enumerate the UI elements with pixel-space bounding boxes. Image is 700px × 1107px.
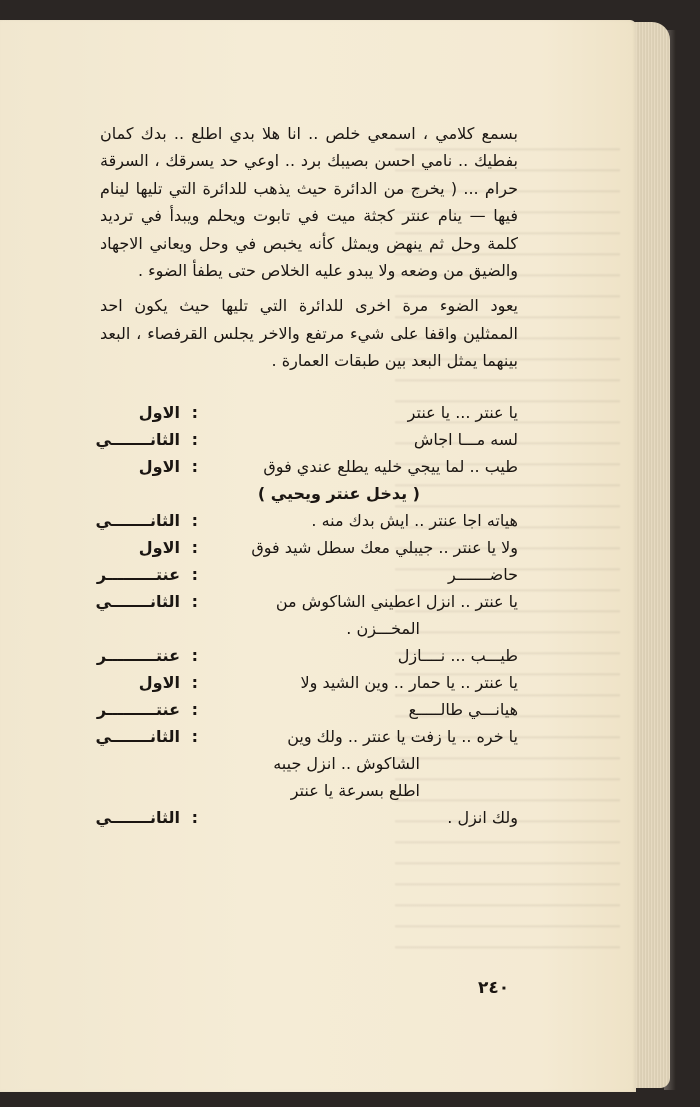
speech-text: يا عنتر ... يا عنتر — [407, 402, 518, 422]
speech-text: يا خره .. يا زفت يا عنتر .. ولك وين — [287, 726, 518, 746]
speaker-name: الثانـــــــي — [95, 591, 180, 611]
speaker-name: الاول — [138, 537, 180, 557]
colon: : — [191, 456, 198, 476]
speech-continuation: الشاكوش .. انزل جيبه — [273, 753, 420, 773]
speech-text: حاضـــــــر — [448, 564, 518, 584]
speaker-name: عنتـــــــــر — [96, 699, 180, 719]
speech-text: ولا يا عنتر .. جيبلي معك سطل شيد فوق — [251, 537, 518, 557]
speech-continuation: اطلع بسرعة يا عنتر — [290, 780, 420, 800]
dialogue-line-3 — [100, 453, 518, 480]
colon: : — [191, 429, 198, 449]
speaker-name: الثانـــــــي — [95, 726, 180, 746]
speech-text: طيـــب ... نــــازل — [397, 645, 518, 665]
colon: : — [191, 807, 198, 827]
speaker-name: الاول — [138, 456, 180, 476]
colon: : — [191, 537, 198, 557]
speech-text: هياته اجا عنتر .. ايش بدك منه . — [311, 510, 518, 530]
dialogue-line-2 — [95, 426, 518, 453]
speech-text: يا عنتر .. يا حمار .. وين الشيد ولا — [300, 672, 518, 692]
speech-text: لسه مـــا اجاش — [413, 429, 518, 449]
paragraph-2: يعود الضوء مرة اخرى للدائرة التي تليها حيث يكون احد الممثلين واقفا على شيء مرتفع والاخر يجلس القرفصاء ، البعد بينهما يمثل البعد بين طبقات العمارة . — [100, 296, 518, 371]
speech-text: ولك انزل . — [447, 807, 518, 827]
dialogue-line-10 — [100, 669, 518, 696]
colon: : — [191, 699, 198, 719]
dialogue-line-9 — [96, 642, 518, 669]
paragraph-1: بسمع كلامي ، اسمعي خلص .. انا هلا بدي اطلع .. بدك كمان بفطيك .. نامي احسن بصيبك برد .. اوعي حد يسرقك ، السرقة حرام ... ( يخرج من الدائرة حيث يذهب للدائرة التي تليها لينام فيها — ينام عنتر كجثة ميت في تابوت ويحلم ويبدأ في ترديد كلمة وحل ثم ينهض ويمثل كأنه يخبص في وحل ويعاني الاجهاد والضيق من وضعه ولا يبدو عليه الخلاص حتى يطفأ الضوء . — [100, 124, 518, 281]
speech-text: هيانـــي طالـــــع — [408, 699, 518, 719]
speaker-name: الاول — [138, 402, 180, 422]
dialogue-line-1 — [100, 399, 518, 426]
colon: : — [191, 645, 198, 665]
speaker-name: الثانـــــــي — [95, 807, 180, 827]
speech-continuation: المخـــزن . — [346, 618, 420, 638]
colon: : — [191, 726, 198, 746]
speaker-name: عنتـــــــــر — [96, 645, 180, 665]
speaker-name: الثانـــــــي — [95, 429, 180, 449]
speech-text: طيب .. لما ييجي خليه يطلع عندي فوق — [263, 456, 518, 476]
colon: : — [191, 402, 198, 422]
dialogue-line-5 — [95, 507, 518, 534]
speaker-name: الثانـــــــي — [95, 510, 180, 530]
speaker-name: عنتـــــــــر — [96, 564, 180, 584]
colon: : — [191, 672, 198, 692]
stage-direction: ( يدخل عنتر ويحيي ) — [257, 483, 420, 503]
page-text — [95, 120, 518, 831]
dialogue — [95, 399, 518, 831]
page-number: ٢٤٠ — [478, 978, 510, 998]
dialogue-line-6 — [100, 534, 518, 561]
dialogue-line-7 — [96, 561, 518, 588]
dialogue-line-12 — [95, 723, 518, 750]
colon: : — [191, 591, 198, 611]
dialogue-line-11 — [96, 696, 518, 723]
dialogue-line-8 — [95, 588, 518, 615]
speech-text: يا عنتر .. انزل اعطيني الشاكوش من — [275, 591, 518, 611]
speaker-name: الاول — [138, 672, 180, 692]
colon: : — [191, 510, 198, 530]
dialogue-line-14 — [95, 804, 518, 831]
colon: : — [191, 564, 198, 584]
